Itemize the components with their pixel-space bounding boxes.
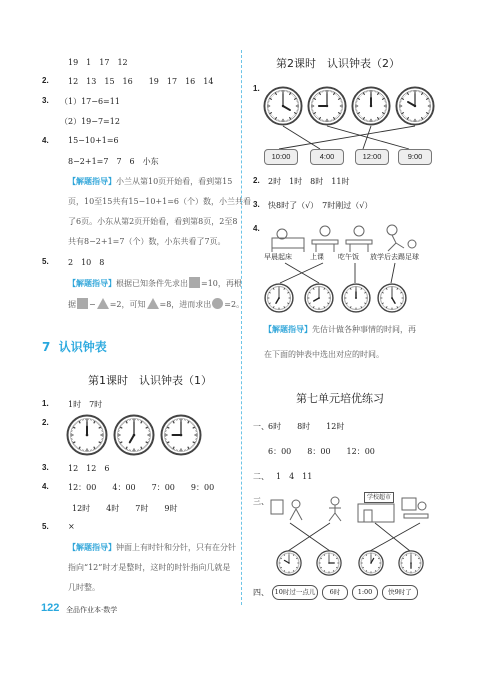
time-tag: 6时 xyxy=(322,585,348,600)
answer-line: 2 10 8 xyxy=(68,258,105,267)
hint-line xyxy=(264,324,416,335)
hint-tag: 【解题指导】 xyxy=(264,325,312,334)
question-number: 3. xyxy=(42,96,49,105)
clock-icon xyxy=(395,86,435,126)
answer-line: 8−2+1=7 7 6 小东 xyxy=(68,157,159,166)
answer-line: 12：00 4：00 7：00 9：00 xyxy=(68,483,215,492)
digital-clock: 12:00 xyxy=(355,149,389,165)
answer-line: （1）17−6=11 xyxy=(60,97,120,106)
home-scene-illustration xyxy=(270,496,310,522)
activity-label: 放学后去踢足球 xyxy=(370,253,419,261)
time-tag: 10时过一点儿 xyxy=(272,585,318,600)
matching-lines xyxy=(260,522,440,552)
square-shape-icon xyxy=(77,298,88,309)
soccer-illustration xyxy=(378,224,418,252)
digital-clock: 10:00 xyxy=(264,149,298,165)
section-label: 一、 xyxy=(253,422,269,431)
time-tag: 快9时了 xyxy=(382,585,418,600)
hint-line xyxy=(68,277,242,289)
digital-clock: 4:00 xyxy=(310,149,344,165)
question-number: 5. xyxy=(42,257,49,266)
hint-tag: 【解题指导】 xyxy=(68,279,116,288)
clock-icon xyxy=(160,414,202,456)
question-number: 5. xyxy=(42,522,49,531)
clock-icon xyxy=(358,550,384,576)
activity-label: 上课 xyxy=(310,253,324,261)
practice-title: 第七单元培优练习 xyxy=(296,392,384,405)
classroom-illustration xyxy=(308,224,342,252)
matching-lines xyxy=(255,125,435,150)
hint-line xyxy=(68,298,244,310)
time-tag: 1:00 xyxy=(352,585,378,600)
column-divider xyxy=(241,50,242,605)
section-label: 三、 xyxy=(253,497,269,506)
clock-icon xyxy=(341,283,371,313)
clock-icon xyxy=(263,86,303,126)
clock-icon xyxy=(316,550,342,576)
hint-text: 小兰从第10页开始看，看到第15 xyxy=(116,177,233,186)
hint-text: 根据已知条件先求出 xyxy=(116,279,188,288)
answer-line: 15−10+1=6 xyxy=(68,136,119,145)
footer-title: 全品作业本·数学 xyxy=(66,606,118,614)
hint-text: 指向“12”时才是整时，这时的时针指向几就是 xyxy=(68,563,231,572)
wake-up-illustration xyxy=(270,224,306,252)
question-number: 4. xyxy=(42,482,49,491)
desk-scene-illustration xyxy=(400,496,430,522)
activity-label: 吃午饭 xyxy=(338,253,359,261)
clock-icon xyxy=(66,414,108,456)
hint-text: =2，可知 xyxy=(109,300,146,309)
hint-text: 在下面的钟表中选出对应的时间。 xyxy=(264,350,384,359)
question-number: 4. xyxy=(42,136,49,145)
unit-number: 7 xyxy=(42,340,51,354)
triangle-shape-icon xyxy=(97,298,109,309)
answer-line: 1 4 11 xyxy=(276,472,313,481)
hint-text: 钟面上有时针和分针，只有在分针 xyxy=(116,543,236,552)
question-number: 3. xyxy=(253,200,260,209)
question-number: 2. xyxy=(42,76,49,85)
walking-scene-illustration xyxy=(320,496,350,522)
clock-icon xyxy=(304,283,334,313)
clock-icon xyxy=(113,414,155,456)
matching-lines xyxy=(255,262,435,284)
hint-tag: 【解题指导】 xyxy=(68,543,116,552)
section-label: 二、 xyxy=(253,472,269,481)
question-number: 1. xyxy=(253,84,260,93)
answer-line: × xyxy=(68,522,75,531)
lesson-title: 第1课时 认识钟表（1） xyxy=(88,374,212,387)
answer-line: 12 13 15 16 19 17 16 14 xyxy=(68,77,214,86)
page-number: 122 xyxy=(41,602,60,614)
answer-line: 12时 4时 7时 9时 xyxy=(72,504,178,513)
question-number: 1. xyxy=(42,399,49,408)
hint-tag: 【解题指导】 xyxy=(68,177,116,186)
hint-text: 几时整。 xyxy=(68,583,100,592)
store-scene-illustration xyxy=(356,502,396,524)
clock-icon xyxy=(398,550,424,576)
hint-text: − xyxy=(89,300,96,309)
answer-line: 6时 8时 12时 xyxy=(268,422,345,431)
lesson-title: 第2课时 认识钟表（2） xyxy=(276,57,400,70)
activity-label: 早晨起床 xyxy=(264,253,292,261)
answer-line: 19 1 17 12 xyxy=(68,58,128,67)
store-sign: 学校超市 xyxy=(364,492,394,503)
clock-icon xyxy=(264,283,294,313)
hint-line xyxy=(68,542,236,553)
answer-line: 快8时了（√） 7时刚过（√） xyxy=(268,201,373,210)
answer-line: 1时 7时 xyxy=(68,400,103,409)
question-number: 4. xyxy=(253,224,260,233)
clock-icon xyxy=(307,86,347,126)
question-number: 2. xyxy=(42,418,49,427)
hint-line xyxy=(68,176,232,187)
hint-text: =2。 xyxy=(224,300,245,309)
square-shape-icon xyxy=(189,277,200,288)
circle-shape-icon xyxy=(212,298,223,309)
hint-text: 了6页。小东从第2页开始看，看到第8页，2至8 xyxy=(68,217,238,226)
clock-icon xyxy=(351,86,391,126)
answer-line: （2）19−7=12 xyxy=(60,117,120,126)
clock-icon xyxy=(276,550,302,576)
answer-line: 6：00 8：00 12：00 xyxy=(268,447,375,456)
hint-text: 共有8−2+1=7（个）数，小东共看了7页。 xyxy=(68,237,226,246)
digital-clock: 9:00 xyxy=(398,149,432,165)
hint-text: =8，进而求出 xyxy=(159,300,212,309)
lunch-illustration xyxy=(342,224,376,252)
unit-heading xyxy=(42,338,107,355)
hint-text: 据 xyxy=(68,300,76,309)
answer-line: 2时 1时 8时 11时 xyxy=(268,177,350,186)
hint-text: 先估计做各种事情的时间，再 xyxy=(312,325,416,334)
question-number: 2. xyxy=(253,176,260,185)
hint-text: 页，10至15共有15−10+1=6（个）数，小兰共看 xyxy=(68,197,252,206)
triangle-shape-icon xyxy=(147,298,159,309)
section-label: 四、 xyxy=(253,588,269,597)
question-number: 3. xyxy=(42,463,49,472)
clock-icon xyxy=(377,283,407,313)
unit-title: 认识钟表 xyxy=(58,340,107,354)
hint-text: =10，再根 xyxy=(201,279,242,288)
answer-line: 12 12 6 xyxy=(68,464,110,473)
